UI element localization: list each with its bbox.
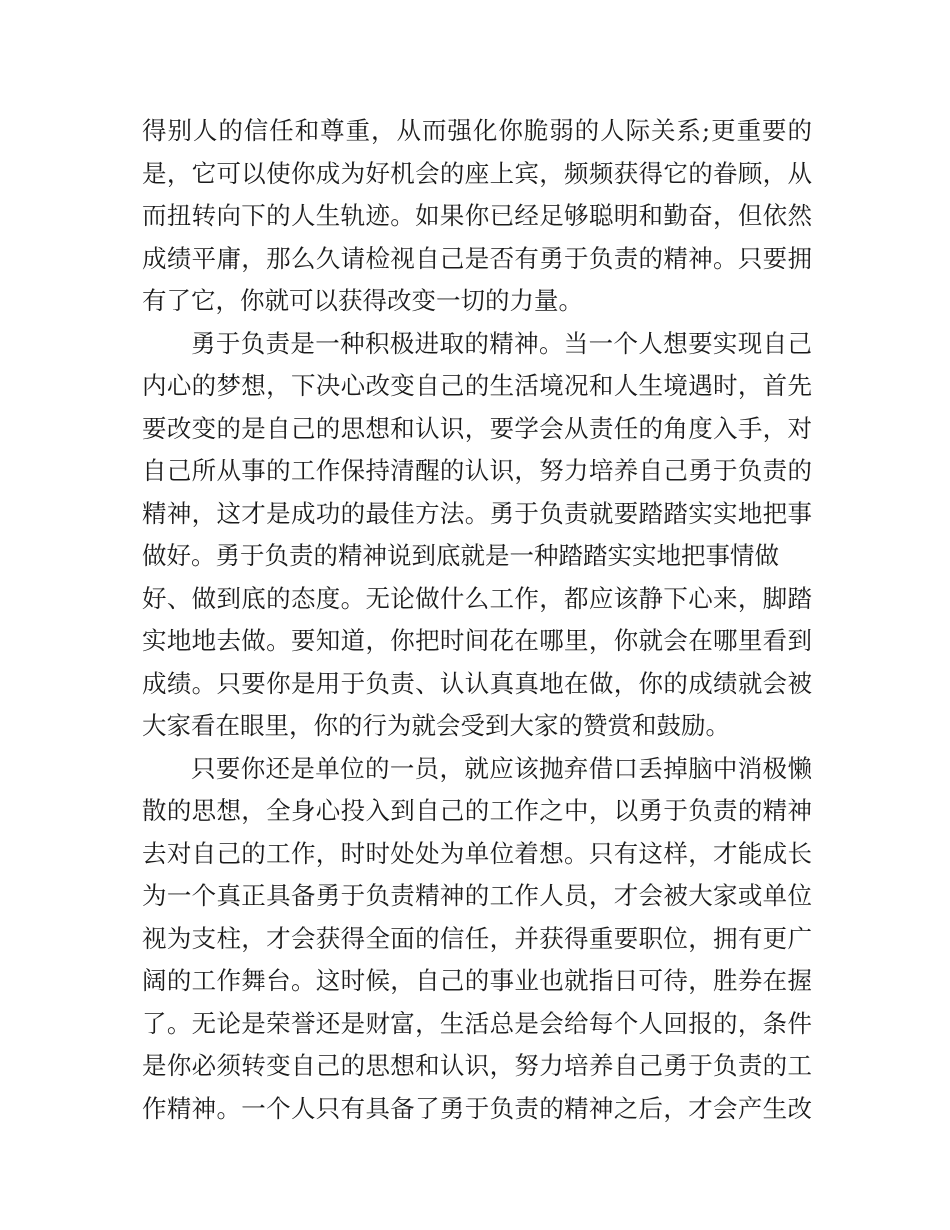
text-line: 成绩。只要你是用于负责、认认真真地在做，你的成绩就会被: [142, 668, 812, 698]
text-line: 内心的梦想，下决心改变自己的生活境况和人生境遇时，首先: [142, 371, 812, 400]
text-line: 是，它可以使你成为好机会的座上宾，频频获得它的眷顾，从: [142, 158, 812, 188]
text-line: 精神，这才是成功的最佳方法。勇于负责就要踏踏实实地把事: [142, 498, 812, 528]
paragraph-first-line: 勇于负责是一种积极进取的精神。当一个人想要实现自己: [191, 328, 812, 358]
text-line: 大家看在眼里，你的行为就会受到大家的赞赏和鼓励。: [142, 711, 730, 740]
text-line: 作精神。一个人只有具备了勇于负责的精神之后，才会产生改: [142, 1093, 812, 1123]
text-line: 是你必须转变自己的思想和认识，努力培养自己勇于负责的工: [142, 1051, 812, 1080]
text-line: 视为支柱，才会获得全面的信任，并获得重要职位，拥有更广: [142, 923, 812, 953]
text-line: 自己所从事的工作保持清醒的认识，努力培养自己勇于负责的: [142, 456, 812, 485]
body-text: [142, 110, 812, 1130]
text-line: 散的思想，全身心投入到自己的工作之中，以勇于负责的精神: [142, 796, 812, 825]
text-line: 好、做到底的态度。无论做什么工作，都应该静下心来，脚踏: [142, 583, 812, 613]
text-line: 成绩平庸，那么久请检视自己是否有勇于负责的精神。只要拥: [142, 243, 812, 273]
paragraph-first-line: 只要你还是单位的一员，就应该抛弃借口丢掉脑中消极懒: [191, 753, 812, 783]
text-line: 得别人的信任和尊重，从而强化你脆弱的人际关系;更重要的: [142, 116, 812, 145]
text-line: 有了它，你就可以获得改变一切的力量。: [142, 286, 583, 315]
text-line: 为一个真正具备勇于负责精神的工作人员，才会被大家或单位: [142, 881, 812, 910]
text-line: 而扭转向下的人生轨迹。如果你已经足够聪明和勤奋，但依然: [142, 201, 812, 230]
text-line: 了。无论是荣誉还是财富，生活总是会给每个人回报的，条件: [142, 1008, 812, 1038]
text-line: 实地地去做。要知道，你把时间花在哪里，你就会在哪里看到: [142, 626, 812, 655]
text-line: 阔的工作舞台。这时候，自己的事业也就指日可待，胜券在握: [142, 966, 812, 995]
text-line: 要改变的是自己的思想和认识，要学会从责任的角度入手，对: [142, 413, 812, 443]
text-line: 去对自己的工作，时时处处为单位着想。只有这样，才能成长: [142, 838, 812, 868]
text-line: 做好。勇于负责的精神说到底就是一种踏踏实实地把事情做: [142, 541, 779, 570]
